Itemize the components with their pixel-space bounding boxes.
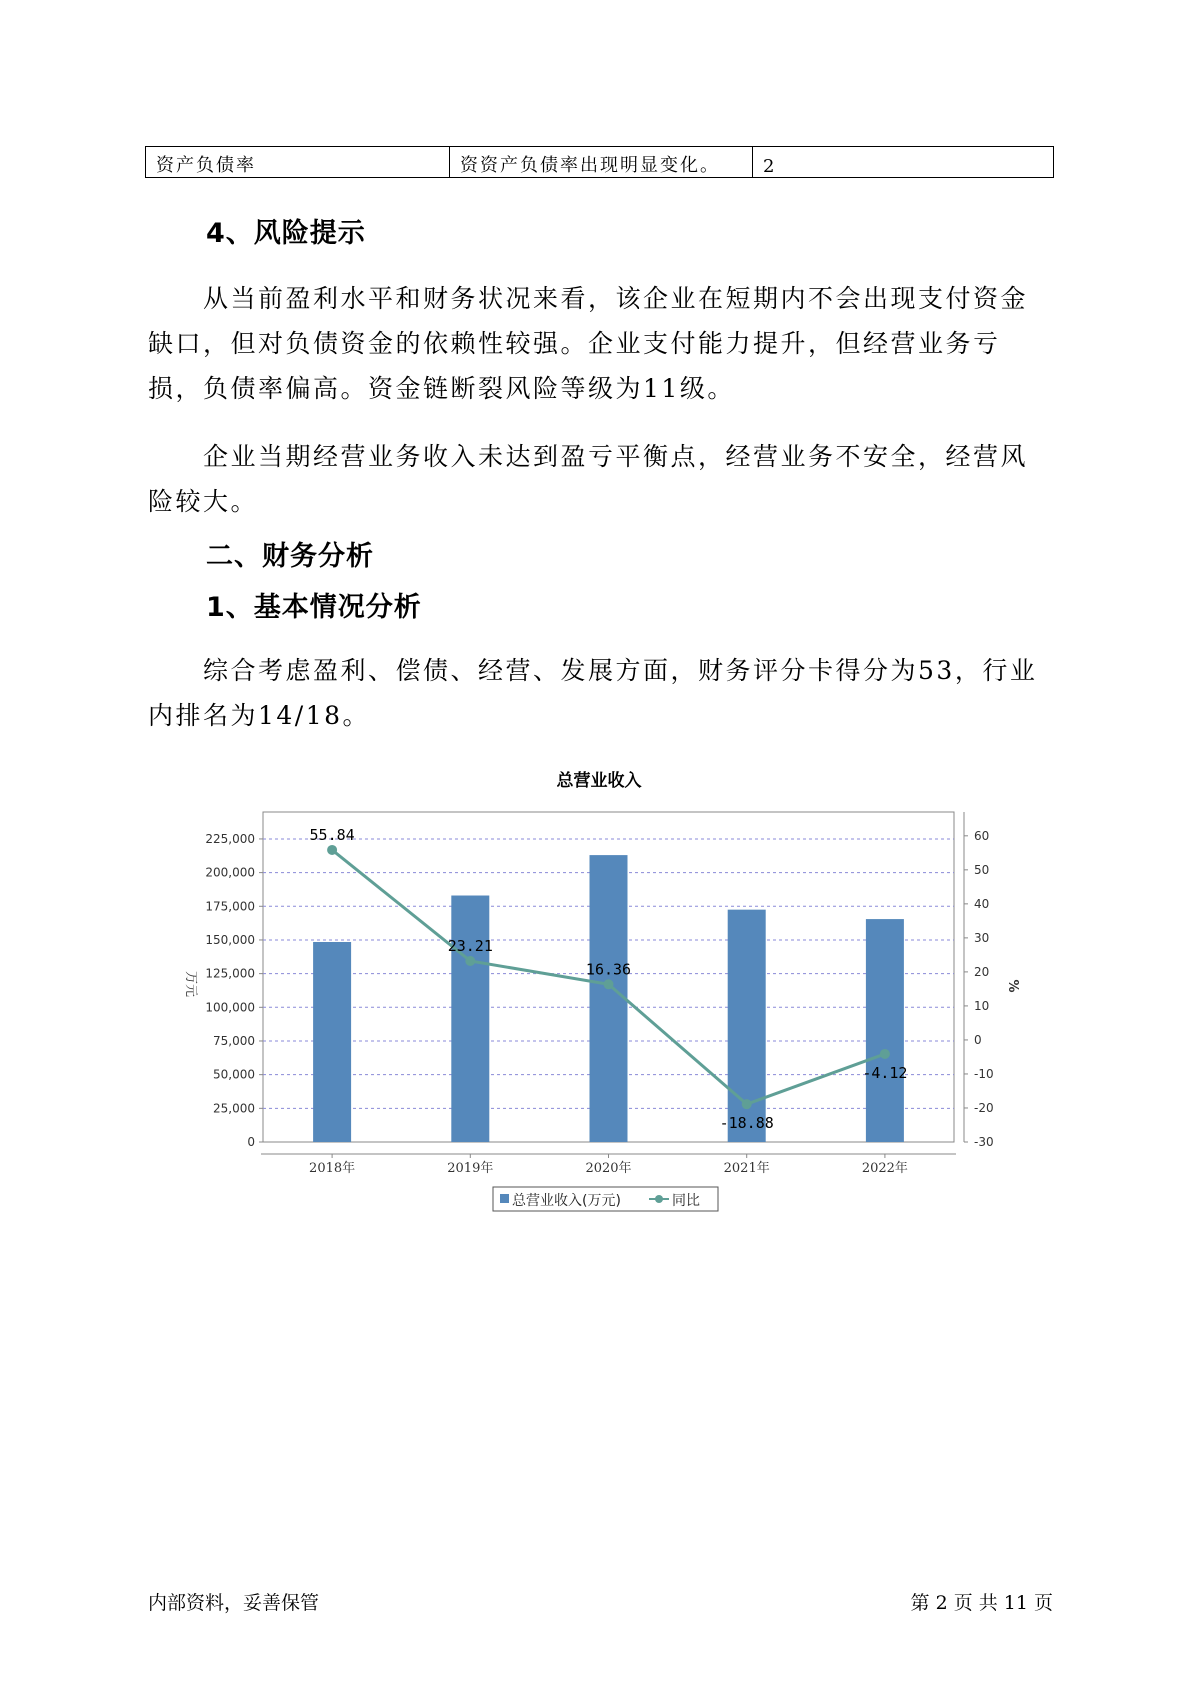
y-tick-right-label: 50 xyxy=(974,862,990,877)
legend-bar-swatch xyxy=(500,1194,509,1203)
table-cell-value: 2 xyxy=(753,147,1054,178)
risk-heading: 4、风险提示 xyxy=(206,218,366,249)
y-tick-right-label: 0 xyxy=(974,1032,982,1047)
y-tick-left-label: 125,000 xyxy=(205,966,255,981)
basic-analysis-heading: 1、基本情况分析 xyxy=(206,592,422,623)
y-tick-left-label: 75,000 xyxy=(213,1033,255,1048)
x-tick-label: 2018年 xyxy=(309,1161,356,1176)
y-tick-right-label: -30 xyxy=(974,1135,994,1149)
data-label: 23.21 xyxy=(447,936,493,955)
bar xyxy=(451,896,489,1142)
x-tick-label: 2020年 xyxy=(585,1161,632,1176)
line-point xyxy=(327,845,337,855)
data-label: 16.36 xyxy=(585,960,632,979)
line-point xyxy=(604,979,614,989)
data-label: -18.88 xyxy=(719,1114,774,1133)
line-point xyxy=(465,956,475,966)
bar xyxy=(866,919,904,1142)
line-point xyxy=(880,1049,890,1059)
y-tick-right-label: 60 xyxy=(974,828,990,843)
x-tick-label: 2019年 xyxy=(447,1161,494,1176)
legend-line-marker xyxy=(655,1195,663,1203)
legend xyxy=(493,1187,718,1211)
y-axis-left-label: 万元 xyxy=(183,970,198,998)
table-cell-description: 资资产负债率出现明显变化。 xyxy=(450,147,753,178)
risk-paragraph-2: 企业当期经营业务收入未达到盈亏平衡点，经营业务不安全，经营风险较大。 xyxy=(148,442,1029,516)
y-tick-left-label: 0 xyxy=(247,1135,255,1149)
data-label: 55.84 xyxy=(309,825,355,844)
y-tick-left-label: 25,000 xyxy=(213,1101,255,1116)
y-tick-right-label: 30 xyxy=(974,930,990,945)
legend-line-label: 同比 xyxy=(672,1193,700,1209)
x-tick-label: 2022年 xyxy=(861,1161,908,1176)
footer-confidential-note: 内部资料，妥善保管 xyxy=(148,1592,320,1614)
y-tick-right-label: -20 xyxy=(974,1100,994,1115)
y-tick-left-label: 100,000 xyxy=(205,1000,255,1015)
y-axis-right-label: % xyxy=(1005,979,1020,993)
table-cell-indicator: 资产负债率 xyxy=(146,147,450,178)
bar xyxy=(313,942,351,1142)
table-row xyxy=(146,147,1054,178)
legend-bar-label: 总营业收入(万元) xyxy=(512,1193,621,1209)
y-tick-left-label: 50,000 xyxy=(213,1067,255,1082)
y-tick-right-label: 10 xyxy=(974,998,990,1013)
risk-paragraph-1: 从当前盈利水平和财务状况来看，该企业在短期内不会出现支付资金缺口，但对负债资金的依赖性较强。企业支付能力提升，但经营业务亏损，负债率偏高。资金链断裂风险等级为11级。 xyxy=(148,284,1029,403)
y-tick-left-label: 200,000 xyxy=(205,865,255,880)
revenue-chart xyxy=(140,760,1040,1230)
y-tick-left-label: 175,000 xyxy=(205,899,255,914)
footer-page-number: 第 2 页 共 11 页 xyxy=(910,1592,1053,1614)
chart-title: 总营业收入 xyxy=(556,771,642,791)
financial-analysis-heading: 二、财务分析 xyxy=(206,541,374,572)
data-label: -4.12 xyxy=(862,1063,908,1082)
y-tick-left-label: 150,000 xyxy=(205,932,255,947)
y-tick-right-label: 20 xyxy=(974,964,990,979)
bar xyxy=(590,855,628,1142)
y-tick-left-label: 225,000 xyxy=(205,831,255,846)
y-tick-right-label: 40 xyxy=(974,896,990,911)
basic-analysis-paragraph: 综合考虑盈利、偿债、经营、发展方面，财务评分卡得分为53，行业内排名为14/18。 xyxy=(148,656,1038,730)
y-tick-right-label: -10 xyxy=(974,1066,994,1081)
line-point xyxy=(742,1099,752,1109)
x-tick-label: 2021年 xyxy=(723,1161,770,1176)
indicator-table xyxy=(145,146,1054,178)
